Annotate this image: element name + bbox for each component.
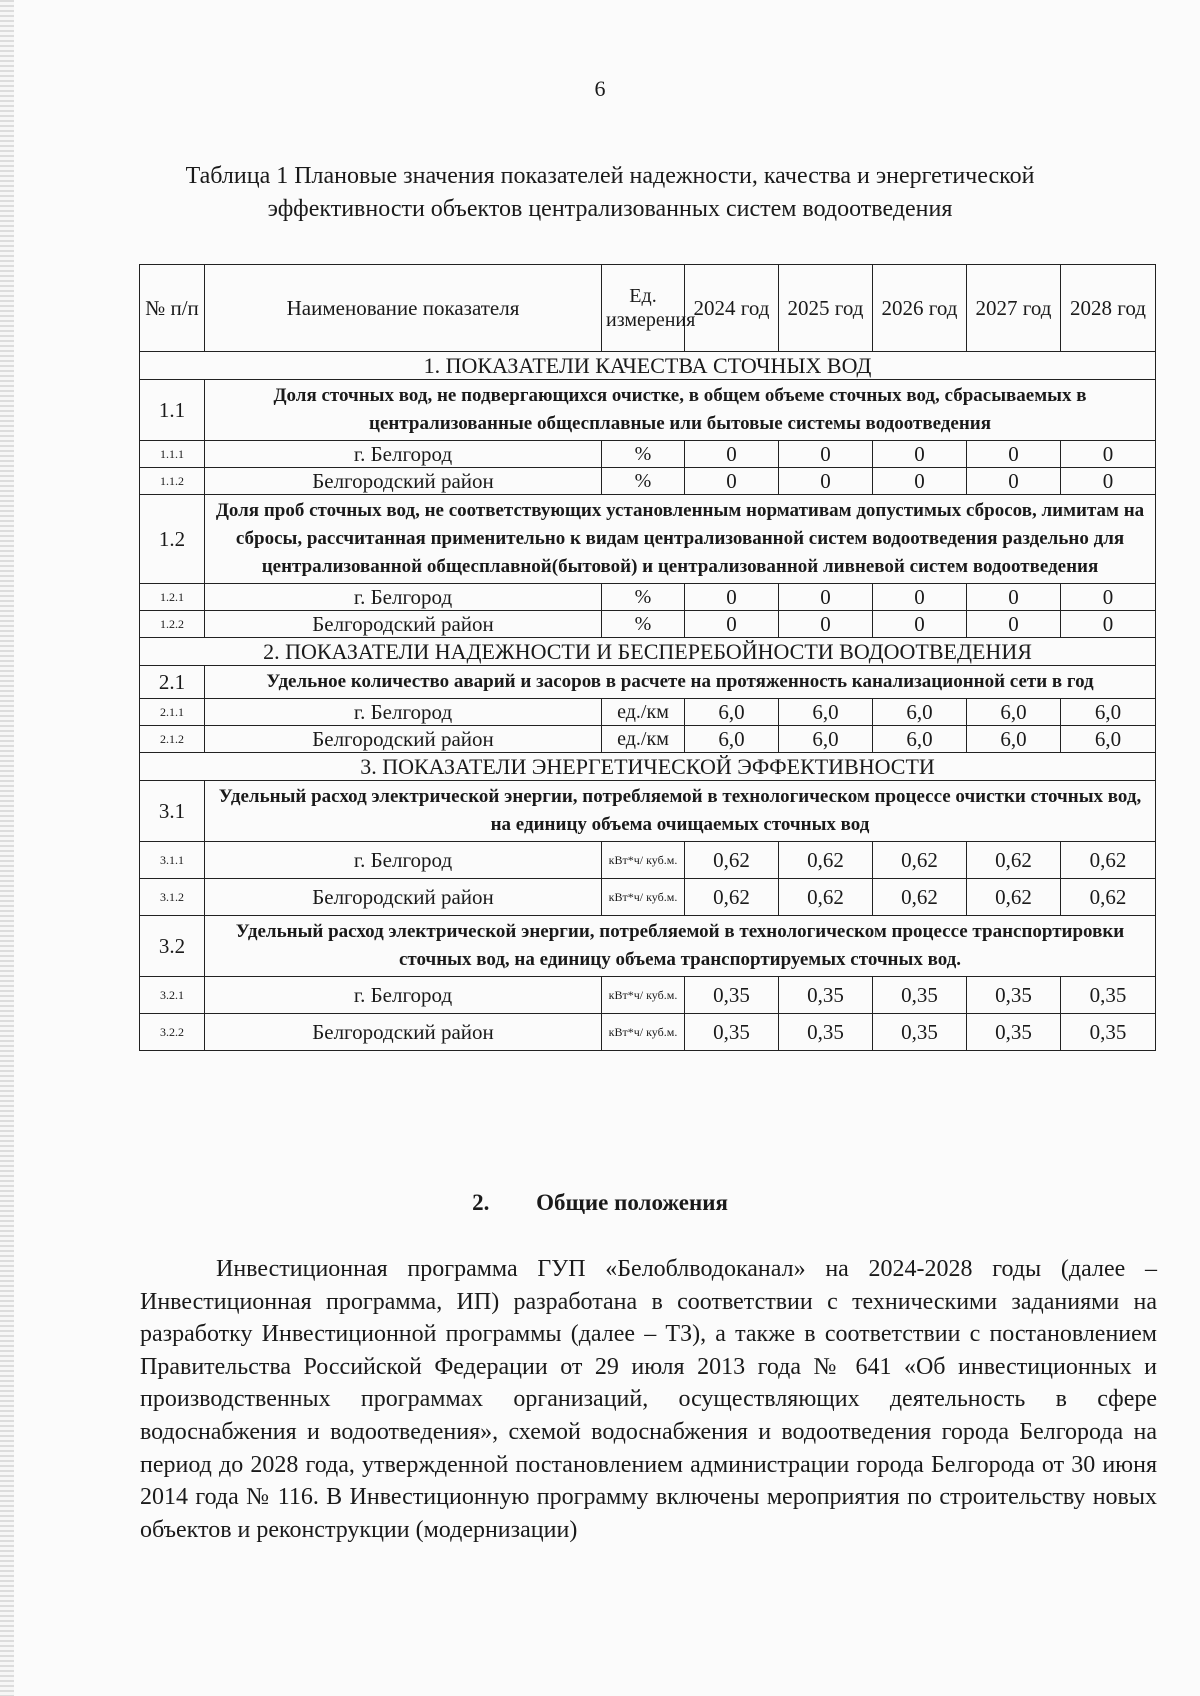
section-title-cell: 1. ПОКАЗАТЕЛИ КАЧЕСТВА СТОЧНЫХ ВОД bbox=[140, 352, 1156, 380]
row-value: 0,35 bbox=[779, 977, 873, 1014]
row-value: 6,0 bbox=[1061, 726, 1156, 753]
indicator-number: 1.2 bbox=[140, 495, 205, 584]
row-value: 0,35 bbox=[779, 1014, 873, 1051]
row-value: 0,62 bbox=[873, 879, 967, 916]
indicators-table bbox=[139, 264, 1156, 1051]
header-unit: Ед. измерения bbox=[602, 265, 685, 352]
row-value: 0 bbox=[967, 441, 1061, 468]
row-unit: % bbox=[602, 468, 685, 495]
row-value: 0,62 bbox=[1061, 842, 1156, 879]
row-unit: ед./км bbox=[602, 726, 685, 753]
row-value: 0 bbox=[685, 441, 779, 468]
table-row bbox=[140, 468, 1156, 495]
row-name: Белгородский район bbox=[205, 611, 602, 638]
section-row bbox=[140, 753, 1156, 781]
row-unit: ед./км bbox=[602, 699, 685, 726]
row-value: 0,35 bbox=[1061, 1014, 1156, 1051]
indicator-row bbox=[140, 666, 1156, 699]
table-row bbox=[140, 584, 1156, 611]
row-value: 0 bbox=[1061, 441, 1156, 468]
row-value: 0,35 bbox=[685, 1014, 779, 1051]
row-number: 3.2.1 bbox=[140, 977, 205, 1014]
row-value: 0,35 bbox=[873, 977, 967, 1014]
row-number: 3.1.2 bbox=[140, 879, 205, 916]
row-value: 0,62 bbox=[967, 842, 1061, 879]
indicator-name: Удельный расход электрической энергии, потребляемой в технологическом процессе очистки сточных вод, на единицу объема очищаемых сточных вод bbox=[205, 781, 1156, 842]
section-title-cell: 3. ПОКАЗАТЕЛИ ЭНЕРГЕТИЧЕСКОЙ ЭФФЕКТИВНОСТИ bbox=[140, 753, 1156, 781]
row-value: 6,0 bbox=[685, 699, 779, 726]
row-value: 0 bbox=[873, 584, 967, 611]
table-body bbox=[140, 352, 1156, 1051]
table-row bbox=[140, 842, 1156, 879]
row-value: 6,0 bbox=[779, 726, 873, 753]
row-value: 6,0 bbox=[1061, 699, 1156, 726]
row-unit: кВт*ч/ куб.м. bbox=[602, 842, 685, 879]
row-value: 6,0 bbox=[685, 726, 779, 753]
indicator-row bbox=[140, 380, 1156, 441]
header-name: Наименование показателя bbox=[205, 265, 602, 352]
row-number: 3.1.1 bbox=[140, 842, 205, 879]
row-unit: кВт*ч/ куб.м. bbox=[602, 977, 685, 1014]
indicator-name: Доля сточных вод, не подвергающихся очистке, в общем объеме сточных вод, сбрасываемых в централизованные общесплавные или бытовые системы водоотведения bbox=[205, 380, 1156, 441]
header-year: 2028 год bbox=[1061, 265, 1156, 352]
indicator-name: Удельное количество аварий и засоров в расчете на протяженность канализационной сети в год bbox=[205, 666, 1156, 699]
indicator-name: Удельный расход электрической энергии, потребляемой в технологическом процессе транспортировки сточных вод, на единицу объема транспортируемых сточных вод. bbox=[205, 916, 1156, 977]
row-value: 0 bbox=[779, 468, 873, 495]
row-value: 0 bbox=[873, 611, 967, 638]
row-number: 1.1.1 bbox=[140, 441, 205, 468]
section-heading bbox=[0, 1190, 1200, 1216]
row-value: 0 bbox=[779, 441, 873, 468]
row-value: 0 bbox=[967, 468, 1061, 495]
indicator-number: 3.1 bbox=[140, 781, 205, 842]
row-value: 0,62 bbox=[967, 879, 1061, 916]
body-paragraph: Инвестиционная программа ГУП «Белоблводоканал» на 2024-2028 годы (далее – Инвестиционная программа, ИП) разработана в соответствии с техническими заданиями на разработку Инвестиционной программы (далее – ТЗ), а также в соответствии с постановлением Правительства Российской Федерации от 29 июля 2013 года № 641 «Об инвестиционных и производственных программах организаций, осуществляющих деятельность в сфере водоснабжения и водоотведения», схемой водоснабжения и водоотведения города Белгорода на период до 2028 года, утвержденной постановлением администрации города Белгорода от 30 июня 2014 года № 116. В Инвестиционную программу включены мероприятия по строительству новых объектов и реконструкции (модернизации) bbox=[140, 1256, 1157, 1543]
row-value: 0,35 bbox=[967, 1014, 1061, 1051]
table-row bbox=[140, 1014, 1156, 1051]
row-unit: % bbox=[602, 441, 685, 468]
row-value: 0 bbox=[873, 468, 967, 495]
section-title-cell: 2. ПОКАЗАТЕЛИ НАДЕЖНОСТИ И БЕСПЕРЕБОЙНОСТИ ВОДООТВЕДЕНИЯ bbox=[140, 638, 1156, 666]
header-year: 2025 год bbox=[779, 265, 873, 352]
row-value: 0,35 bbox=[1061, 977, 1156, 1014]
row-name: г. Белгород bbox=[205, 842, 602, 879]
row-value: 0 bbox=[779, 611, 873, 638]
row-unit: кВт*ч/ куб.м. bbox=[602, 1014, 685, 1051]
row-number: 3.2.2 bbox=[140, 1014, 205, 1051]
page-number: 6 bbox=[594, 76, 606, 101]
row-unit: % bbox=[602, 611, 685, 638]
row-name: г. Белгород bbox=[205, 977, 602, 1014]
row-name: Белгородский район bbox=[205, 1014, 602, 1051]
row-name: Белгородский район bbox=[205, 468, 602, 495]
indicator-number: 2.1 bbox=[140, 666, 205, 699]
row-value: 0,62 bbox=[685, 842, 779, 879]
row-number: 1.1.2 bbox=[140, 468, 205, 495]
row-name: Белгородский район bbox=[205, 726, 602, 753]
section-title: Общие положения bbox=[536, 1190, 728, 1215]
row-value: 0,35 bbox=[873, 1014, 967, 1051]
header-year: 2027 год bbox=[967, 265, 1061, 352]
row-value: 0 bbox=[1061, 468, 1156, 495]
header-num: № п/п bbox=[140, 265, 205, 352]
row-value: 0 bbox=[967, 584, 1061, 611]
row-value: 0 bbox=[685, 611, 779, 638]
scan-binding-edge bbox=[0, 0, 14, 1696]
section-row bbox=[140, 352, 1156, 380]
header-year: 2024 год bbox=[685, 265, 779, 352]
row-value: 0,62 bbox=[779, 879, 873, 916]
indicator-number: 1.1 bbox=[140, 380, 205, 441]
indicator-number: 3.2 bbox=[140, 916, 205, 977]
table-row bbox=[140, 726, 1156, 753]
row-value: 0,62 bbox=[1061, 879, 1156, 916]
row-value: 0,35 bbox=[967, 977, 1061, 1014]
row-value: 0 bbox=[1061, 611, 1156, 638]
table-row bbox=[140, 977, 1156, 1014]
table-row bbox=[140, 699, 1156, 726]
row-value: 0,62 bbox=[779, 842, 873, 879]
row-number: 2.1.1 bbox=[140, 699, 205, 726]
table-row bbox=[140, 611, 1156, 638]
row-value: 6,0 bbox=[873, 699, 967, 726]
row-number: 2.1.2 bbox=[140, 726, 205, 753]
row-value: 0,62 bbox=[873, 842, 967, 879]
indicator-row bbox=[140, 781, 1156, 842]
indicator-row bbox=[140, 916, 1156, 977]
row-value: 0 bbox=[685, 468, 779, 495]
table-caption: Таблица 1 Плановые значения показателей надежности, качества и энергетической эффективности объектов централизованных систем водоотведения bbox=[185, 163, 1035, 222]
row-unit: % bbox=[602, 584, 685, 611]
row-value: 0 bbox=[1061, 584, 1156, 611]
row-value: 0 bbox=[873, 441, 967, 468]
row-name: г. Белгород bbox=[205, 699, 602, 726]
table-row bbox=[140, 441, 1156, 468]
row-value: 0 bbox=[779, 584, 873, 611]
row-value: 0,62 bbox=[685, 879, 779, 916]
row-value: 0 bbox=[685, 584, 779, 611]
table-row bbox=[140, 879, 1156, 916]
row-value: 0,35 bbox=[685, 977, 779, 1014]
row-name: г. Белгород bbox=[205, 584, 602, 611]
indicator-row bbox=[140, 495, 1156, 584]
header-year: 2026 год bbox=[873, 265, 967, 352]
row-name: Белгородский район bbox=[205, 879, 602, 916]
row-number: 1.2.1 bbox=[140, 584, 205, 611]
indicator-name: Доля проб сточных вод, не соответствующих установленным нормативам допустимых сбросов, лимитам на сбросы, рассчитанная применительно к видам централизованной систем водоотведения раздельно для централизованной общесплавной(бытовой) и централизованной ливневой систем водоотведения bbox=[205, 495, 1156, 584]
row-value: 6,0 bbox=[967, 726, 1061, 753]
row-value: 6,0 bbox=[967, 699, 1061, 726]
row-value: 6,0 bbox=[873, 726, 967, 753]
row-unit: кВт*ч/ куб.м. bbox=[602, 879, 685, 916]
row-name: г. Белгород bbox=[205, 441, 602, 468]
row-value: 6,0 bbox=[779, 699, 873, 726]
table-header-row bbox=[140, 265, 1156, 352]
section-number: 2. bbox=[472, 1190, 490, 1215]
row-value: 0 bbox=[967, 611, 1061, 638]
row-number: 1.2.2 bbox=[140, 611, 205, 638]
section-row bbox=[140, 638, 1156, 666]
